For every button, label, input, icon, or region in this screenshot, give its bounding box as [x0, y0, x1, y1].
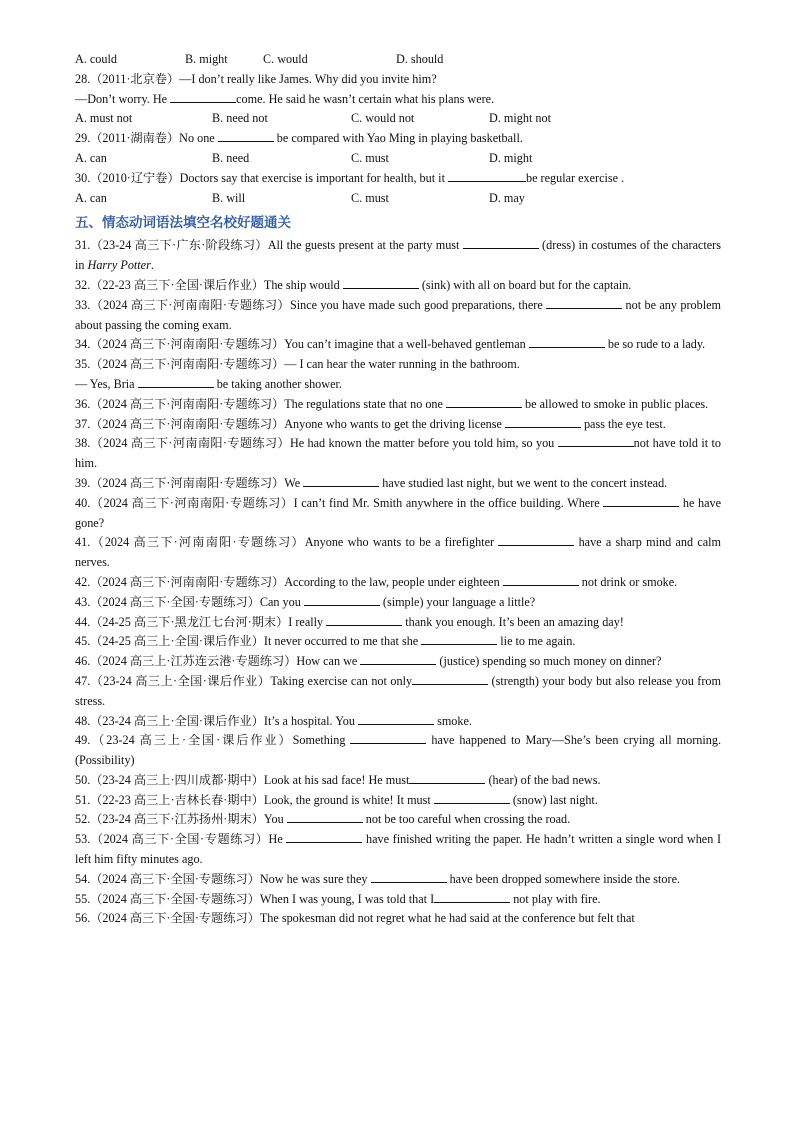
question-text: come. He said he wasn’t certain what his plans were.: [236, 91, 495, 106]
question-text: 47.（23-24 高三上·全国·课后作业）Taking exercise can not only: [75, 673, 413, 688]
question-text: C. would not: [351, 111, 415, 126]
question-text: 51.（22-23 高三上·吉林长春·期中）Look, the ground is white! It must: [75, 792, 434, 807]
blank: [409, 771, 485, 784]
question-text: 39.（2024 高三下·河南南阳·专题练习）We: [75, 475, 304, 490]
question-50: [75, 771, 721, 791]
question-46: [75, 652, 721, 672]
blank: [412, 672, 488, 685]
question-text: not drink or smoke.: [578, 574, 678, 589]
question-text: 55.（2024 高三下·全国·专题练习）When I was young, I was told that I: [75, 891, 435, 906]
question-37: [75, 415, 721, 435]
question-51: [75, 791, 721, 811]
question-text: have finished writing the paper. He hadn’t written a single word when I left him fifty minutes ago.: [75, 832, 721, 867]
question-54: [75, 870, 721, 890]
question-28: [75, 70, 721, 90]
question-text: B. will: [212, 190, 246, 205]
question-text: thank you enough. It’s been an amazing day!: [402, 614, 624, 629]
question-text: not play with fire.: [510, 891, 601, 906]
question-30: [75, 169, 721, 189]
question-text: (simple) your language a little?: [379, 594, 536, 609]
question-41: [75, 533, 721, 573]
question-text: 37.（2024 高三下·河南南阳·专题练习）Anyone who wants to get the driving license: [75, 416, 505, 431]
question-text: — Yes, Bria: [75, 376, 138, 391]
blank: [218, 129, 274, 142]
question-text: 44.（24-25 高三下·黑龙江七台河·期末）I really: [75, 614, 327, 629]
option-c: C. would: [263, 52, 308, 66]
question-33: [75, 296, 721, 336]
question-28-answer-line: [75, 90, 721, 110]
blank: [303, 474, 379, 487]
blank: [421, 632, 497, 645]
blank: [138, 375, 214, 388]
question-text: 52.（23-24 高三下·江苏扬州·期末）You: [75, 812, 287, 827]
italic-title: Harry Potter: [87, 258, 151, 273]
question-text: 50.（23-24 高三上·四川成都·期中）Look at his sad face! He must: [75, 772, 410, 787]
blank: [343, 276, 419, 289]
question-34: [75, 335, 721, 355]
question-31: [75, 236, 721, 276]
question-text: C. must: [351, 190, 389, 205]
question-49: [75, 731, 721, 771]
options-row: [75, 50, 721, 70]
blank: [360, 652, 436, 665]
question-text: not be any problem about passing the coming exam.: [75, 297, 721, 332]
question-text: 45.（24-25 高三上·全国·课后作业）It never occurred to me that she: [75, 634, 422, 649]
question-text: 28.（2011·北京卷）—I don’t really like James. Why did you invite him?: [75, 71, 437, 86]
blank: [170, 90, 236, 103]
question-text: 54.（2024 高三下·全国·专题练习）Now he was sure they: [75, 871, 371, 886]
blank: [446, 395, 522, 408]
question-text: not have told it to him.: [75, 436, 722, 471]
blank: [350, 731, 426, 744]
question-text: A. can: [75, 150, 107, 165]
question-text: D. might: [489, 150, 533, 165]
question-text: (dress) in costumes of the characters in: [75, 238, 721, 273]
question-text: D. may: [489, 190, 525, 205]
question-39: [75, 474, 721, 494]
question-text: C. must: [351, 150, 389, 165]
question-text: 48.（23-24 高三上·全国·课后作业）It’s a hospital. You: [75, 713, 359, 728]
question-text: be allowed to smoke in public places.: [522, 396, 709, 411]
question-text: B. need not: [212, 111, 268, 126]
question-56: [75, 909, 721, 929]
question-29: [75, 129, 721, 149]
question-text: 38.（2024 高三下·河南南阳·专题练习）He had known the matter before you told him, so you: [75, 436, 558, 451]
option-a: A. could: [75, 52, 117, 66]
question-35: [75, 355, 721, 375]
blank: [434, 791, 510, 804]
question-text: have been dropped somewhere inside the store.: [446, 871, 681, 886]
document-page: [75, 50, 721, 929]
question-text: pass the eye test.: [580, 416, 666, 431]
question-text: 56.（2024 高三下·全国·专题练习）The spokesman did not regret what he had said at the conference but felt that: [75, 911, 635, 926]
question-text: (snow) last night.: [509, 792, 598, 807]
option-b: B. might: [185, 52, 228, 66]
question-45: [75, 632, 721, 652]
question-text: 34.（2024 高三下·河南南阳·专题练习）You can’t imagine that a well-behaved gentleman: [75, 337, 529, 352]
option-d: D. should: [396, 52, 444, 66]
question-text: smoke.: [434, 713, 472, 728]
question-text: 40.（2024 高三下·河南南阳·专题练习）I can’t find Mr. Smith anywhere in the office building. Where: [75, 495, 604, 510]
question-text: 43.（2024 高三下·全国·专题练习）Can you: [75, 594, 304, 609]
question-47: [75, 672, 721, 712]
question-text: 29.（2011·湖南卷）No one: [75, 131, 218, 146]
blank: [603, 494, 679, 507]
blank: [498, 533, 574, 546]
question-text: be regular exercise .: [526, 170, 625, 185]
blank: [558, 434, 634, 447]
question-text: be compared with Yao Ming in playing basketball.: [273, 131, 523, 146]
question-text: .: [150, 258, 154, 273]
question-text: 33.（2024 高三下·河南南阳·专题练习）Since you have made such good preparations, there: [75, 297, 547, 312]
section-heading: 五、情态动词语法填空名校好题通关: [75, 215, 291, 232]
question-text: be so rude to a lady.: [604, 337, 706, 352]
blank: [358, 712, 434, 725]
question-text: have a sharp mind and calm nerves.: [75, 535, 722, 570]
question-text: A. must not: [75, 111, 133, 126]
blank: [529, 335, 605, 348]
blank: [503, 573, 579, 586]
question-text: be taking another shower.: [213, 376, 342, 391]
question-text: (strength) your body but also release you from stress.: [75, 673, 721, 708]
question-text: D. might not: [489, 111, 551, 126]
options-row: [75, 189, 721, 209]
question-35-reply: [75, 375, 721, 395]
question-text: (justice) spending so much money on dinner?: [436, 654, 662, 669]
question-text: 42.（2024 高三下·河南南阳·专题练习）According to the law, people under eighteen: [75, 574, 503, 589]
question-text: 31.（23-24 高三下·广东·阶段练习）All the guests present at the party must: [75, 238, 463, 253]
question-text: not be too careful when crossing the road.: [362, 812, 571, 827]
question-text: —Don’t worry. He: [75, 91, 171, 106]
question-text: lie to me again.: [497, 634, 576, 649]
blank: [304, 593, 380, 606]
blank: [286, 830, 362, 843]
question-text: (hear) of the bad news.: [485, 772, 601, 787]
options-row: [75, 109, 721, 129]
question-text: 49.（23-24 高三上·全国·课后作业）Something: [75, 733, 351, 748]
question-text: (sink) with all on board but for the captain.: [418, 277, 632, 292]
question-text: 32.（22-23 高三下·全国·课后作业）The ship would: [75, 277, 343, 292]
blank: [505, 415, 581, 428]
question-42: [75, 573, 721, 593]
question-38: [75, 434, 721, 474]
question-text: 53.（2024 高三下·全国·专题练习）He: [75, 832, 287, 847]
question-48: [75, 712, 721, 732]
blank: [463, 236, 539, 249]
blank: [326, 613, 402, 626]
question-text: A. can: [75, 190, 107, 205]
question-text: he have gone?: [75, 495, 721, 530]
blank: [434, 890, 510, 903]
question-text: B. need: [212, 150, 250, 165]
question-text: 41.（2024 高三下·河南南阳·专题练习）Anyone who wants to be a firefighter: [75, 535, 499, 550]
blank: [371, 870, 447, 883]
question-text: 36.（2024 高三下·河南南阳·专题练习）The regulations state that no one: [75, 396, 446, 411]
question-text: 46.（2024 高三上·江苏连云港·专题练习）How can we: [75, 654, 361, 669]
question-52: [75, 810, 721, 830]
question-text: have happened to Mary—She’s been crying all morning. (Possibility): [75, 733, 721, 768]
question-53: [75, 830, 721, 870]
question-40: [75, 494, 721, 534]
question-55: [75, 890, 721, 910]
blank: [448, 169, 526, 182]
question-text: have studied last night, but we went to the concert instead.: [379, 475, 668, 490]
options-row: [75, 149, 721, 169]
question-text: 35.（2024 高三下·河南南阳·专题练习）— I can hear the water running in the bathroom.: [75, 357, 520, 372]
blank: [287, 810, 363, 823]
question-text: 30.（2010·辽宁卷）Doctors say that exercise is important for health, but it: [75, 170, 448, 185]
question-36: [75, 395, 721, 415]
blank: [546, 296, 622, 309]
question-43: [75, 593, 721, 613]
question-32: [75, 276, 721, 296]
question-44: [75, 613, 721, 633]
